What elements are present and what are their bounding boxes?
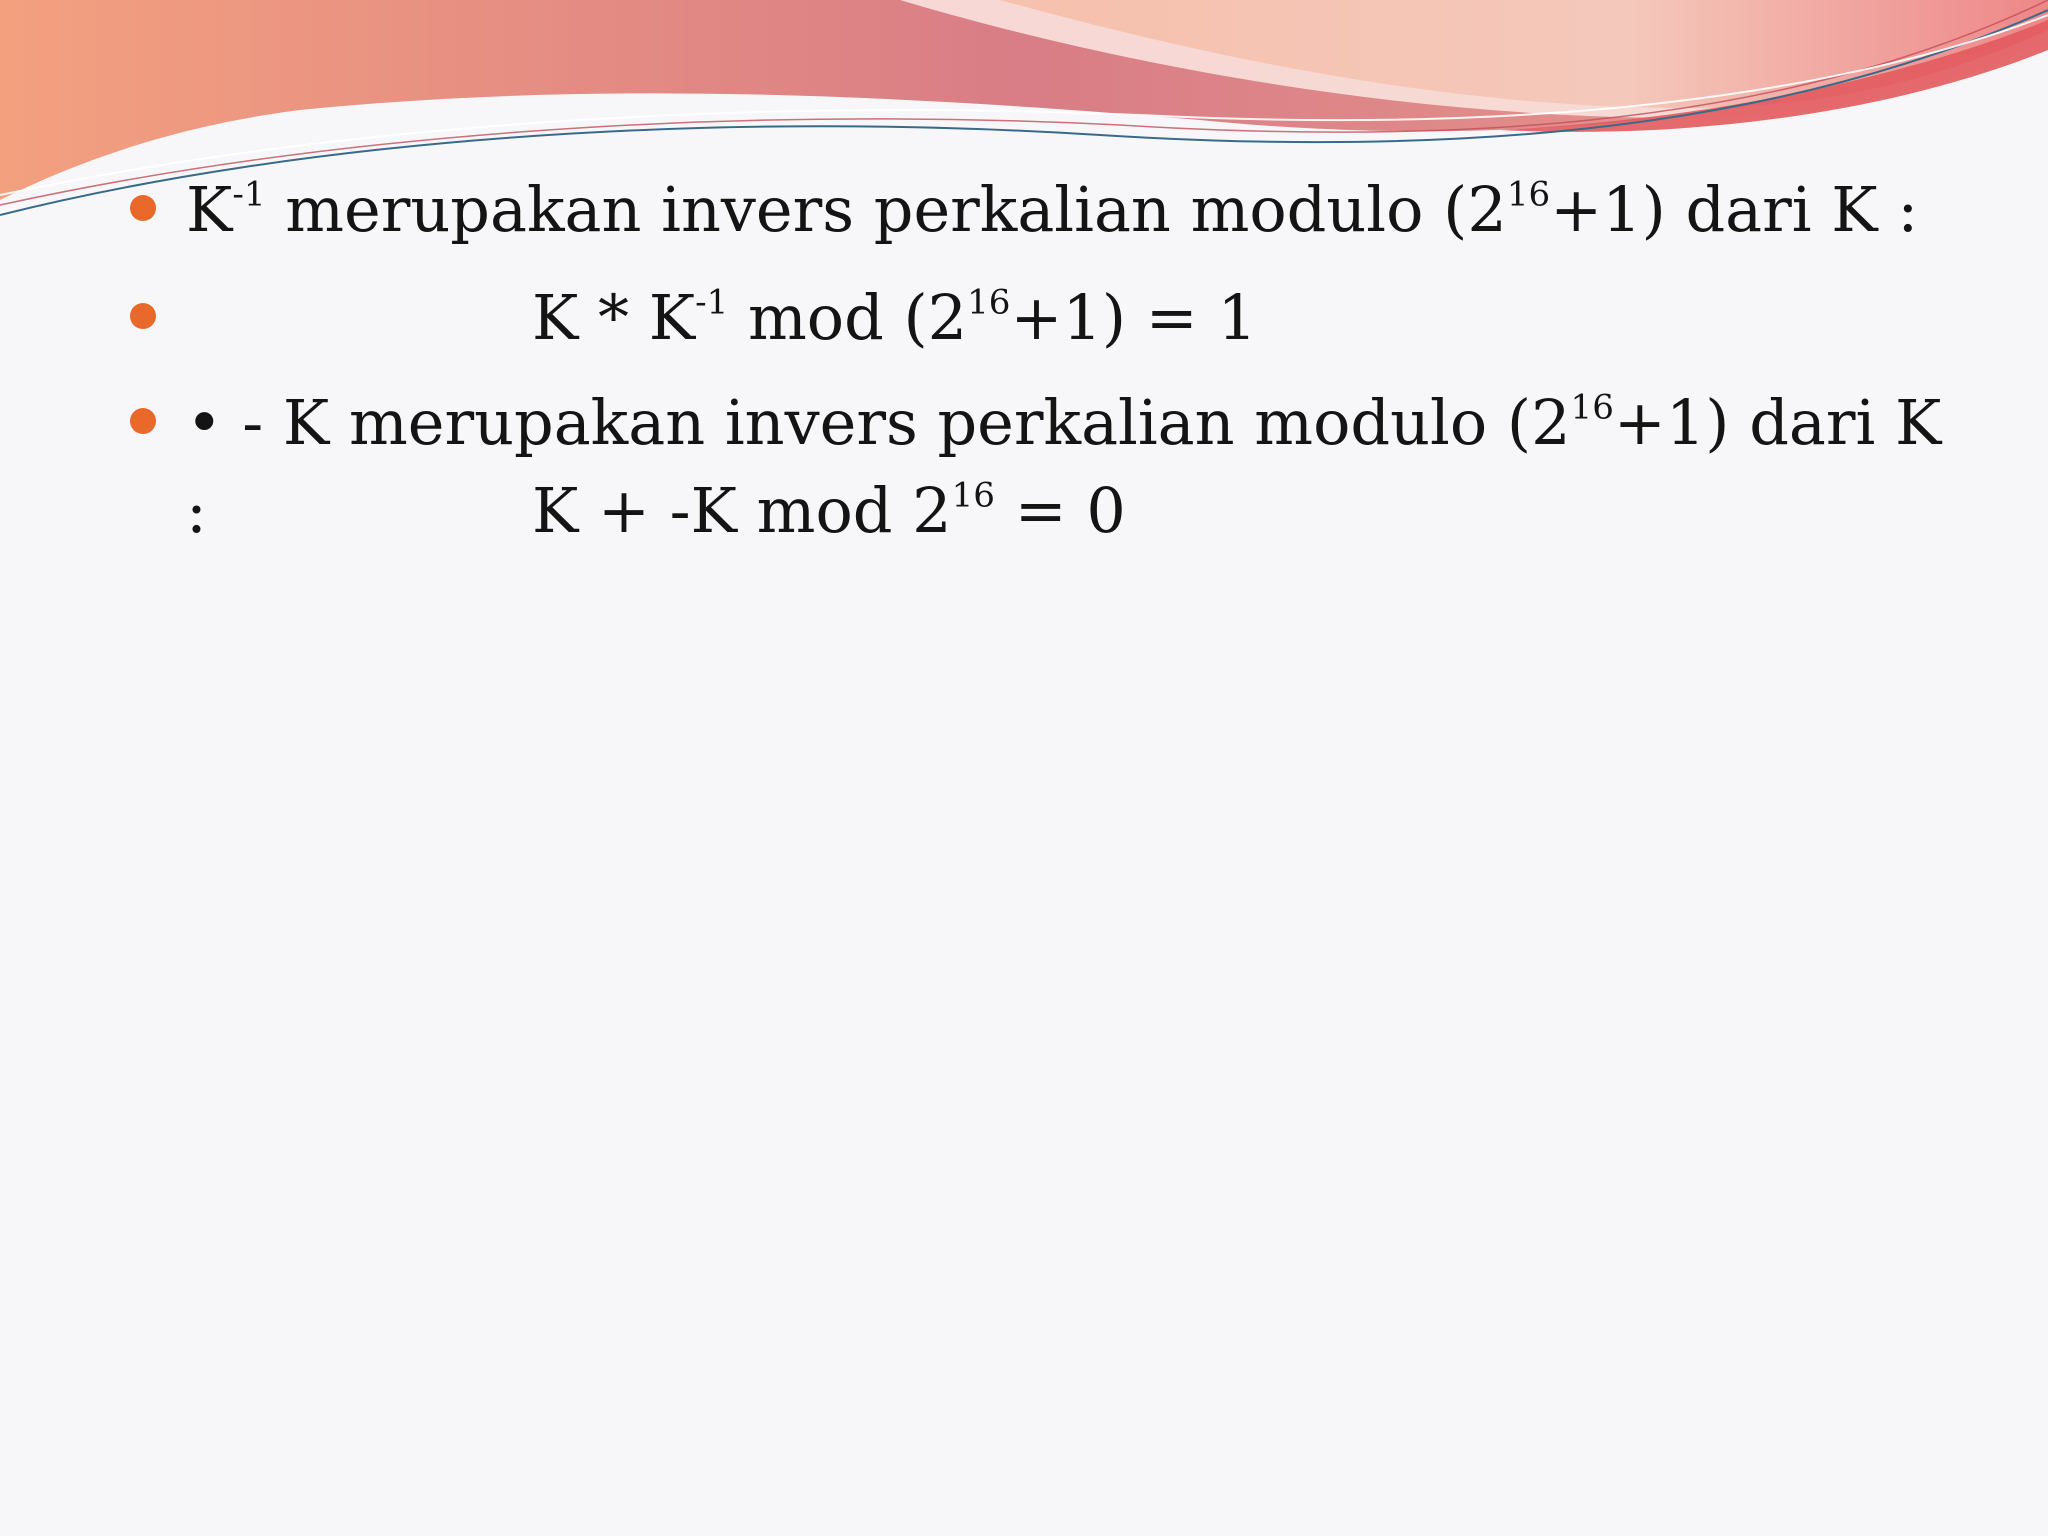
bullet-text-3-line-2b: K + -K mod $2^{16} = 0$	[532, 474, 1126, 547]
bullet-text-3-line-2a: :	[186, 474, 207, 547]
bullet-item-3	[130, 380, 2010, 570]
bullet-dot-icon	[130, 195, 156, 221]
bullet-text-3-line-1: • - K merupakan invers perkalian modulo $(2^{16}+1)$ dari K	[186, 386, 1942, 459]
bullet-text-2: K * $K^{-1}$ mod $(2^{16}+1) = 1$	[532, 281, 1257, 354]
bullet-dot-icon	[130, 303, 156, 329]
bullet-text-1: $K^{-1}$ merupakan invers perkalian modulo $(2^{16}+1)$ dari K :	[186, 173, 1919, 246]
bullet-dot-icon	[130, 408, 156, 434]
